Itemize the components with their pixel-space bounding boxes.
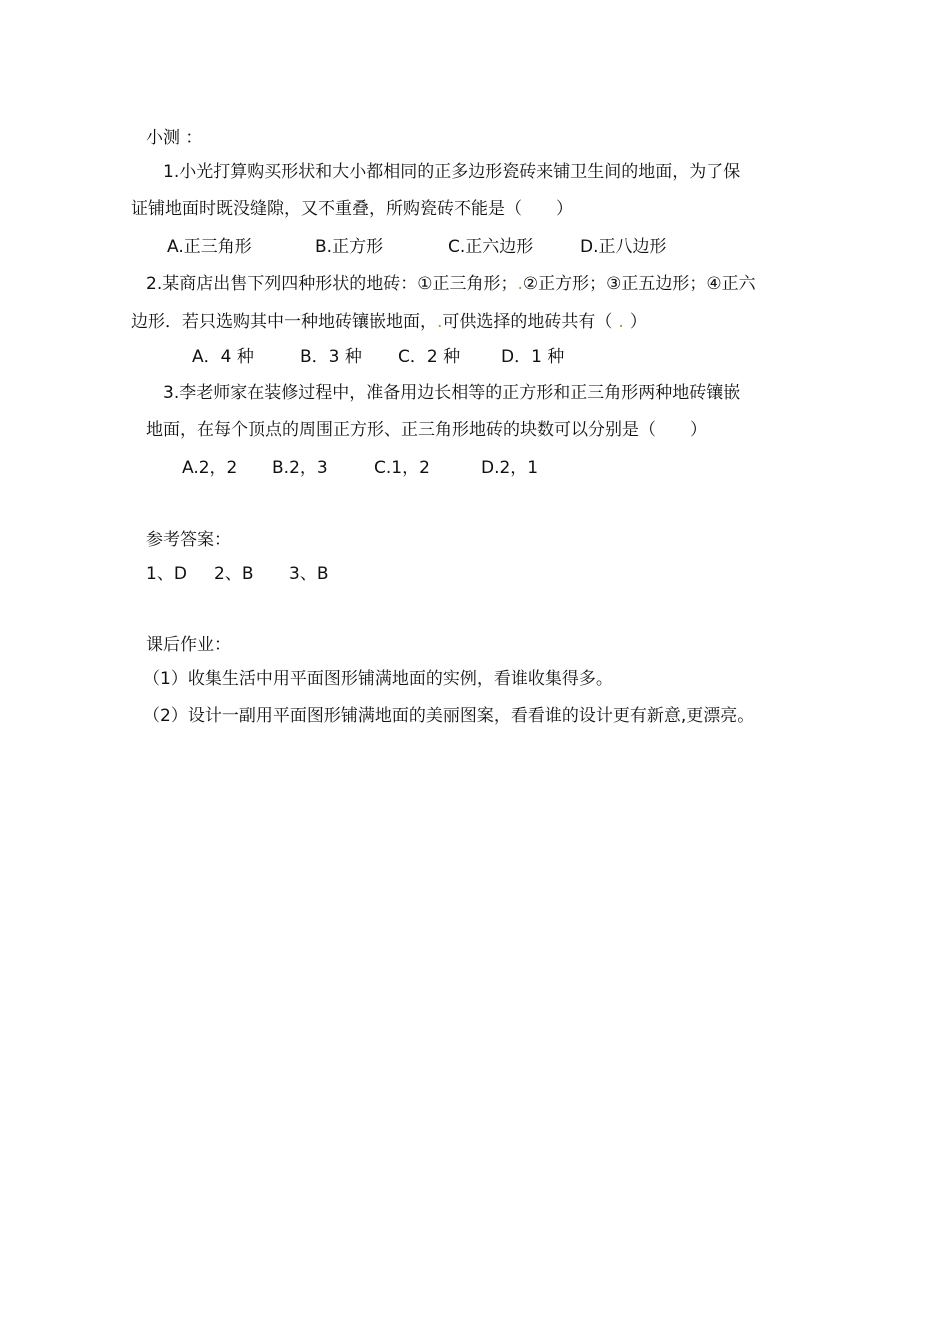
- question-2-line-2: [131, 311, 647, 333]
- question-2-option-b: B．3 种: [300, 347, 362, 367]
- question-3-option-c: C.1，2: [374, 458, 430, 478]
- question-2-line-1-part-b: ②正方形；③正五边形；④正六: [522, 274, 756, 294]
- question-2-line-2-part-c: ）: [629, 312, 647, 332]
- answer-2: 2、B: [214, 564, 254, 584]
- question-1-line-1: 1.小光打算购买形状和大小都相同的正多边形瓷砖来铺卫生间的地面，为了保: [163, 162, 741, 182]
- accent-dot-mark: .: [437, 312, 443, 332]
- question-3-line-1: 3.李老师家在装修过程中，准备用边长相等的正方形和正三角形两种地砖镶嵌: [163, 383, 741, 403]
- question-1-option-d: D.正八边形: [580, 237, 667, 257]
- homework-heading: 课后作业：: [146, 635, 231, 655]
- question-3-line-2: 地面，在每个顶点的周围正方形、正三角形地砖的块数可以分别是（ ）: [146, 420, 707, 440]
- question-3-option-a: A.2，2: [182, 458, 238, 478]
- question-2-line-2-part-a: 边形．若只选购其中一种地砖镶嵌地面，: [131, 312, 437, 332]
- homework-item-2: （2）设计一副用平面图形铺满地面的美丽图案，看看谁的设计更有新意,更漂亮。: [143, 706, 755, 726]
- question-1-option-a: A.正三角形: [167, 237, 252, 257]
- accent-dot-mark: .: [618, 312, 624, 332]
- homework-item-1: （1）收集生活中用平面图形铺满地面的实例，看谁收集得多。: [143, 669, 613, 689]
- quiz-heading: 小测 ：: [146, 128, 203, 148]
- question-2-option-a: A．4 种: [192, 347, 254, 367]
- question-3-option-d: D.2，1: [481, 458, 539, 478]
- answer-3: 3、B: [289, 564, 329, 584]
- question-1-line-2: 证铺地面时既没缝隙，又不重叠，所购瓷砖不能是（ ）: [131, 199, 573, 219]
- question-1-option-c: C.正六边形: [448, 237, 534, 257]
- question-3-option-b: B.2，3: [272, 458, 328, 478]
- question-1-option-b: B.正方形: [315, 237, 384, 257]
- question-2-line-1: [146, 273, 756, 295]
- question-2-line-1-part-a: 2.某商店出售下列四种形状的地砖：①正三角形；: [146, 274, 518, 294]
- question-2-line-2-part-b: 可供选择的地砖共有（: [442, 312, 613, 332]
- question-2-option-d: D．1 种: [501, 347, 565, 367]
- accent-dot-mark: .: [517, 274, 523, 294]
- answers-heading: 参考答案：: [146, 530, 231, 550]
- answer-1: 1、D: [146, 564, 187, 584]
- question-2-option-c: C．2 种: [398, 347, 461, 367]
